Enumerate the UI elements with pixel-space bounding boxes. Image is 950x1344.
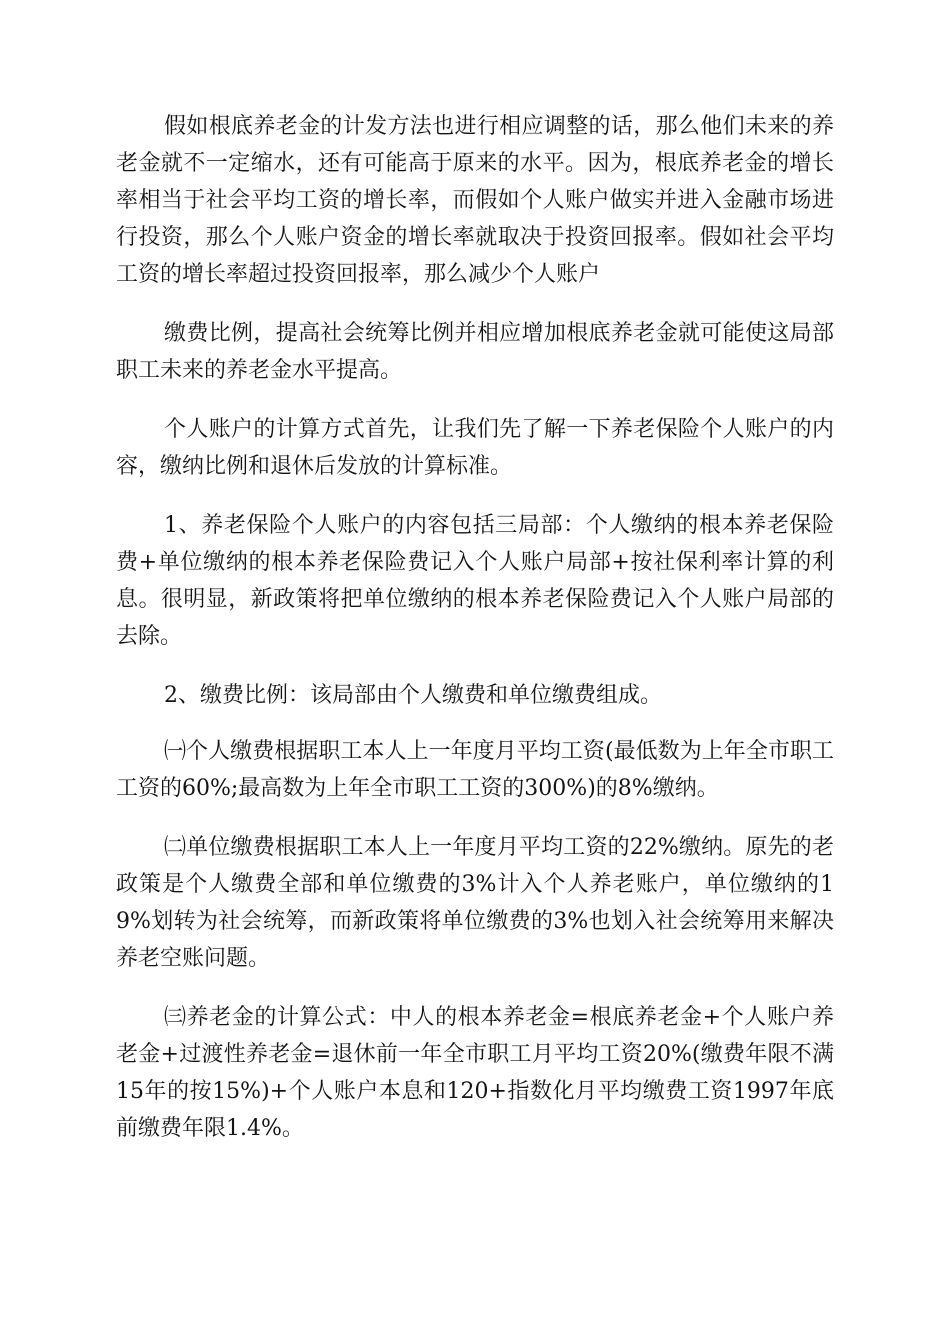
paragraph-1: 假如根底养老金的计发方法也进行相应调整的话，那么他们未来的养老金就不一定缩水，还有可能高于原来的水平。因为，根底养老金的增长率相当于社会平均工资的增长率，而假如个人账户做实并进入金融市场进行投资，那么个人账户资金的增长率就取决于投资回报率。假如社会平均工资的增长率超过投资回报率，那么减少个人账户 <box>116 114 834 287</box>
document-body <box>116 108 834 1169</box>
paragraph-8: ㈢养老金的计算公式：中人的根本养老金=根底养老金+个人账户养老金+过渡性养老金=退休前一年全市职工月平均工资20%(缴费年限不满15年的按15%)+个人账户本息和120+指数化月平均缴费工资1997年底前缴费年限1.4%。 <box>116 1005 834 1141</box>
paragraph-7: ㈡单位缴费根据职工本人上一年度月平均工资的22%缴纳。原先的老政策是个人缴费全部和单位缴费的3%计入个人养老账户，单位缴纳的19%划转为社会统筹，而新政策将单位缴费的3%也划入社会统筹用来解决养老空账问题。 <box>116 835 834 971</box>
paragraph-3: 个人账户的计算方式首先，让我们先了解一下养老保险个人账户的内容，缴纳比例和退休后发放的计算标准。 <box>116 417 834 479</box>
paragraph-4: 1、养老保险个人账户的内容包括三局部：个人缴纳的根本养老保险费+单位缴纳的根本养老保险费记入个人账户局部+按社保利率计算的利息。很明显，新政策将把单位缴纳的根本养老保险费记入个人账户局部的去除。 <box>116 513 834 649</box>
paragraph-5: 2、缴费比例：该局部由个人缴费和单位缴费组成。 <box>164 683 662 708</box>
paragraph-6: ㈠个人缴费根据职工本人上一年度月平均工资(最低数为上年全市职工工资的60%;最高数为上年全市职工工资的300%)的8%缴纳。 <box>116 739 834 801</box>
paragraph-2: 缴费比例，提高社会统筹比例并相应增加根底养老金就可能使这局部职工未来的养老金水平提高。 <box>116 321 834 383</box>
